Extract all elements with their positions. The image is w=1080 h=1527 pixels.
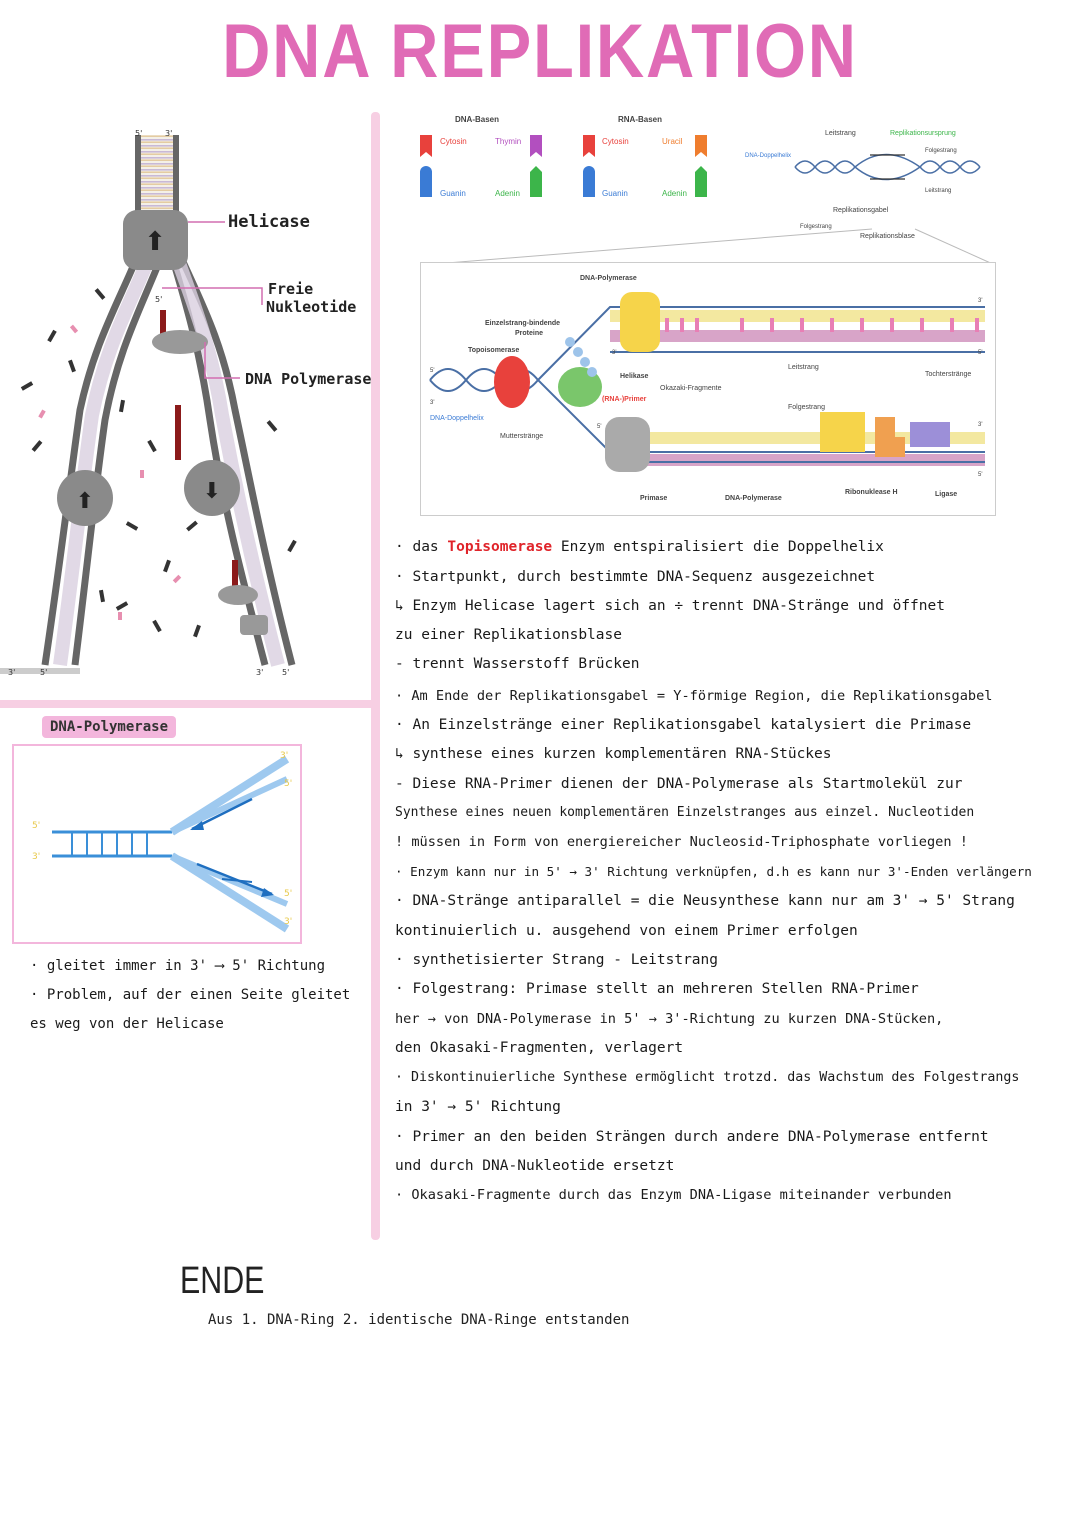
legend-dna-adenin: Adenin: [495, 189, 520, 198]
legend-rna-cytosin: Cytosin: [602, 137, 629, 146]
label-top-5: 5': [135, 129, 143, 138]
fd-primase: Primase: [640, 495, 668, 502]
fd-e5a: 5': [430, 368, 435, 374]
note-line: · Folgestrang: Primase stellt an mehreren Stellen RNA-Primer: [395, 981, 919, 997]
fd-e5d: 5': [978, 472, 983, 478]
bases-legend: [410, 110, 730, 205]
ov-folgestrang2: Folgestrang: [800, 224, 832, 230]
label-mid-5: 5': [155, 295, 163, 304]
note-line: · Okasaki-Fragmente durch das Enzym DNA-Ligase miteinander verbunden: [395, 1187, 952, 1203]
fd-e3d: 3': [978, 422, 983, 428]
rna-bases-title: RNA-Basen: [618, 115, 663, 124]
polymerase-direction-diagram: [12, 744, 302, 944]
legend-dna-guanin: Guanin: [440, 189, 466, 198]
dna-polymerase-label: DNA Polymerase: [245, 370, 372, 388]
polymerase-shape: [152, 330, 208, 354]
box-r-bot3: 3': [284, 917, 293, 927]
note-line: in 3' → 5' Richtung: [395, 1099, 561, 1115]
ov-folgestrang: Folgestrang: [925, 148, 957, 154]
note-line: · An Einzelstränge einer Replikationsgabel katalysiert die Primase: [395, 717, 972, 733]
replication-fork-illustration: [0, 120, 372, 690]
note-line: · Am Ende der Replikationsgabel = Y-förmige Region, die Replikationsgabel: [395, 688, 993, 704]
note-line: Synthese eines neuen komplementären Einzelstranges aus einzel. Nucleotiden: [395, 805, 975, 820]
helicase-label: Helicase: [228, 212, 310, 232]
legend-rna-uracil: Uracil: [662, 137, 683, 146]
note-line: · Startpunkt, durch bestimmte DNA-Sequenz ausgezeichnet: [395, 569, 876, 585]
fd-ssb: Einzelstrang-bindende: [485, 320, 561, 327]
note-line: den Okasaki-Fragmenten, verlagert: [395, 1040, 684, 1056]
fd-doppelhelix: DNA-Doppelhelix: [430, 415, 484, 422]
left-note-line: es weg von der Helicase: [30, 1016, 224, 1032]
dna-polymerase-badge: DNA-Polymerase: [42, 716, 176, 738]
label-bl-3: 3': [8, 668, 16, 677]
box-l3: 3': [32, 852, 41, 862]
ov-leitstrang2: Leitstrang: [925, 188, 952, 194]
fd-leitstrang: Leitstrang: [788, 364, 819, 371]
fd-dna-polymerase2: DNA-Polymerase: [725, 495, 782, 502]
fd-ssb2: Proteine: [515, 330, 544, 337]
note-line: und durch DNA-Nukleotide ersetzt: [395, 1158, 675, 1174]
note-line: ↳ Enzym Helicase lagert sich an ÷ trennt DNA-Stränge und öffnet: [395, 598, 945, 614]
note-line: · Enzym kann nur in 5' → 3' Richtung verknüpfen, d.h es kann nur 3'-Enden verlängern: [395, 864, 1032, 879]
vertical-divider: [371, 112, 380, 1240]
svg-text:⬇: ⬇: [202, 479, 222, 504]
free-nucleotides-label-1: Freie: [268, 280, 314, 298]
legend-dna-cytosin: Cytosin: [440, 137, 467, 146]
note-line: · DNA-Stränge antiparallel = die Neusynthese kann nur am 3' → 5' Strang: [395, 893, 1015, 909]
svg-text:⬆: ⬆: [75, 489, 95, 514]
note-line: - Diese RNA-Primer dienen der DNA-Polymerase als Startmolekül zur: [395, 776, 963, 792]
note-line: kontinuierlich u. ausgehend von einem Primer erfolgen: [395, 923, 858, 939]
fd-e5b: 5': [597, 424, 602, 430]
svg-text:⬆: ⬆: [144, 227, 166, 257]
label-br-3: 3': [256, 668, 264, 677]
fd-e3b: 3': [612, 350, 617, 356]
fd-ligase: Ligase: [935, 491, 958, 498]
left-note-line: · gleitet immer in 3' ⟶ 5' Richtung: [30, 958, 326, 974]
fd-folgestrang: Folgestrang: [788, 404, 825, 411]
fd-e3c: 3': [978, 298, 983, 304]
box-r-top3: 3': [280, 751, 289, 761]
legend-rna-adenin: Adenin: [662, 189, 687, 198]
ov-ursprung: Replikationsursprung: [890, 130, 956, 137]
note-line: ! müssen in Form von energiereicher Nucleosid-Triphosphate vorliegen !: [395, 834, 968, 850]
fd-topoisomerase: Topoisomerase: [468, 347, 520, 354]
label-top-3: 3': [165, 129, 173, 138]
ende-text: Aus 1. DNA-Ring 2. identische DNA-Ringe entstanden: [208, 1312, 630, 1328]
fd-ribonuklease: Ribonuklease H: [845, 489, 898, 496]
note-line: zu einer Replikationsblase: [395, 627, 622, 643]
box-r-bot5: 5': [284, 889, 293, 899]
fd-e5c: 5': [978, 350, 983, 356]
dna-bases-title: DNA-Basen: [455, 115, 500, 124]
note-line: - trennt Wasserstoff Brücken: [395, 656, 640, 672]
free-nucleotides-label-2: Nukleotide: [266, 298, 357, 316]
ende-heading: ENDE: [180, 1260, 265, 1302]
fd-helikase: Helikase: [620, 373, 649, 380]
ov-gabel: Replikationsgabel: [833, 207, 889, 214]
note-line: · Primer an den beiden Strängen durch andere DNA-Polymerase entfernt: [395, 1129, 989, 1145]
legend-dna-thymin: Thymin: [495, 137, 522, 146]
fd-dna-polymerase: DNA-Polymerase: [580, 275, 637, 282]
left-note-line: · Problem, auf der einen Seite gleitet: [30, 987, 351, 1003]
box-l5: 5': [32, 821, 41, 831]
note-line: · synthetisierter Strang - Leitstrang: [395, 952, 719, 968]
label-bl-5: 5': [40, 668, 48, 677]
box-r-top5: 5': [284, 779, 293, 789]
fd-primer: (RNA-)Primer: [602, 396, 647, 403]
notes: [395, 535, 1075, 1225]
left-notes: [30, 958, 370, 1038]
ov-leitstrang: Leitstrang: [825, 130, 856, 137]
fd-okazaki: Okazaki-Fragmente: [660, 385, 722, 392]
horizontal-divider: [0, 700, 373, 708]
fd-e3a: 3': [430, 400, 435, 406]
ov-blase: Replikationsblase: [860, 233, 915, 240]
label-br-5: 5': [282, 668, 290, 677]
note-line: her → von DNA-Polymerase in 5' → 3'-Richtung zu kurzen DNA-Stücken,: [395, 1011, 944, 1027]
note-line: · Diskontinuierliche Synthese ermöglicht trotzd. das Wachstum des Folgestrangs: [395, 1070, 1020, 1085]
fd-mutter: Mutterstränge: [500, 433, 544, 440]
ov-doppelhelix: DNA-Doppelhelix: [745, 153, 792, 159]
replication-fork-diagram: [420, 262, 996, 516]
note-line: ↳ synthese eines kurzen komplementären RNA-Stückes: [395, 746, 832, 762]
note-line: · das Topisomerase Enzym entspiralisiert die Doppelhelix: [395, 539, 884, 555]
page-title: DNA REPLIKATION: [222, 9, 858, 94]
fd-tochter: Tochterstränge: [925, 371, 972, 378]
legend-rna-guanin: Guanin: [602, 189, 628, 198]
